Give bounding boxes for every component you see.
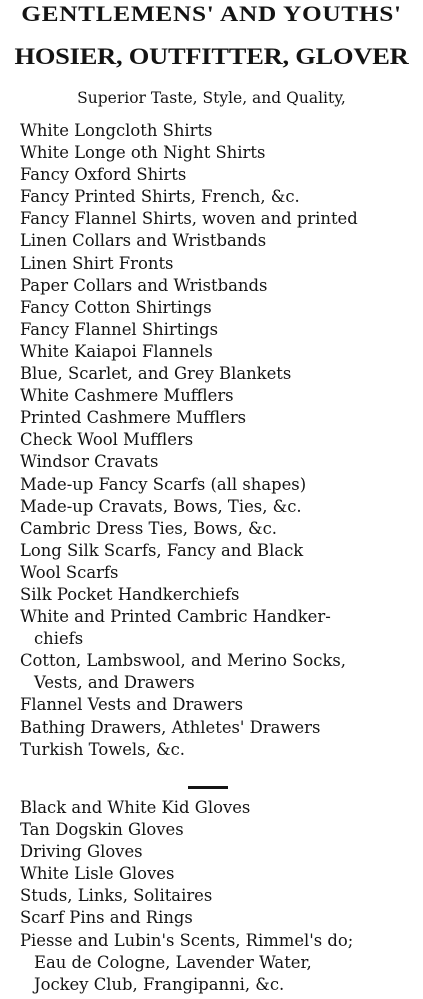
list-item <box>0 907 423 929</box>
list-item-text: Fancy Cotton Shirtings <box>20 297 212 317</box>
tagline: Superior Taste, Style, and Quality, <box>77 89 346 107</box>
list-item-text: Cotton, Lambswool, and Merino Socks, <box>20 651 347 671</box>
list-item-text: White Cashmere Mufflers <box>20 386 234 406</box>
list-item <box>0 474 423 496</box>
list-item-text: White Lisle Gloves <box>20 864 175 884</box>
list-item-text: Long Silk Scarfs, Fancy and Black <box>20 540 304 560</box>
list-item-text: Black and White Kid Gloves <box>20 798 251 817</box>
list-item-text: White Kaiapoi Flannels <box>20 341 213 361</box>
list-item-text: Fancy Oxford Shirts <box>20 165 187 185</box>
list-item-text: Fancy Flannel Shirtings <box>20 319 219 339</box>
list-item-text: Printed Cashmere Mufflers <box>20 408 247 428</box>
heading-line-1: GENTLEMENS' AND YOUTHS' <box>21 1 402 26</box>
list-item <box>0 253 423 275</box>
section-divider <box>188 786 228 789</box>
list-item-text: Linen Shirt Fronts <box>20 253 174 273</box>
list-item <box>0 885 423 907</box>
list-item-continuation: chiefs <box>34 629 84 649</box>
list-item <box>0 319 423 341</box>
list-item <box>0 584 423 606</box>
list-item-text: Tan Dogskin Gloves <box>20 820 184 840</box>
list-item-text: White and Printed Cambric Handker- <box>20 607 331 627</box>
list-item <box>0 739 423 761</box>
list-item-text: Scarf Pins and Rings <box>20 908 193 928</box>
list-item-continuation: Jockey Club, Frangipanni, &c. <box>34 974 285 994</box>
list-item-text: Check Wool Mufflers <box>20 430 194 450</box>
list-item-continuation: Eau de Cologne, Lavender Water, <box>34 952 312 972</box>
list-item-text: Driving Gloves <box>20 842 143 862</box>
list-item <box>0 863 423 885</box>
list-item <box>0 717 423 739</box>
list-item <box>0 606 423 650</box>
list-item-text: Flannel Vests and Drawers <box>20 695 244 715</box>
list-item-text: Studs, Links, Solitaires <box>20 886 213 906</box>
list-item <box>0 275 423 297</box>
list-item <box>0 297 423 319</box>
list-item <box>0 230 423 252</box>
list-item-text: Piesse and Lubin's Scents, Rimmel's do; <box>20 930 354 950</box>
list-item <box>0 186 423 208</box>
list-item <box>0 429 423 451</box>
list-item-text: White Longe oth Night Shirts <box>20 143 266 163</box>
list-item <box>0 363 423 385</box>
list-item <box>0 930 423 996</box>
list-item-text: Fancy Printed Shirts, French, &c. <box>20 187 300 207</box>
list-item-text: Blue, Scarlet, and Grey Blankets <box>20 364 292 384</box>
list-item <box>0 540 423 562</box>
list-item-text: Wool Scarfs <box>20 562 119 582</box>
list-item-continuation: Vests, and Drawers <box>34 673 195 693</box>
apparel-list <box>0 120 423 761</box>
list-item <box>0 841 423 863</box>
gloves-accessories-list <box>0 797 423 996</box>
list-item <box>0 650 423 694</box>
list-item <box>0 496 423 518</box>
list-item <box>0 407 423 429</box>
list-item-text: Silk Pocket Handkerchiefs <box>20 584 240 604</box>
list-item <box>0 341 423 363</box>
list-item <box>0 385 423 407</box>
list-item-text: Turkish Towels, &c. <box>20 739 185 759</box>
list-item <box>0 451 423 473</box>
list-item <box>0 208 423 230</box>
list-item <box>0 164 423 186</box>
list-item-text: White Longcloth Shirts <box>20 121 213 140</box>
list-item <box>0 562 423 584</box>
list-item <box>0 518 423 540</box>
list-item-text: Made-up Cravats, Bows, Ties, &c. <box>20 496 302 516</box>
heading-line-2: HOSIER, OUTFITTER, GLOVER <box>14 44 409 69</box>
list-item-text: Windsor Cravats <box>20 452 159 472</box>
list-item-text: Fancy Flannel Shirts, woven and printed <box>20 209 358 229</box>
list-item <box>0 694 423 716</box>
list-item-text: Made-up Fancy Scarfs (all shapes) <box>20 474 307 494</box>
list-item <box>0 797 423 819</box>
list-item-text: Paper Collars and Wristbands <box>20 275 268 295</box>
list-item <box>0 142 423 164</box>
list-item-text: Linen Collars and Wristbands <box>20 231 267 251</box>
list-item-text: Cambric Dress Ties, Bows, &c. <box>20 518 277 538</box>
list-item <box>0 120 423 142</box>
list-item-text: Bathing Drawers, Athletes' Drawers <box>20 717 321 737</box>
list-item <box>0 819 423 841</box>
